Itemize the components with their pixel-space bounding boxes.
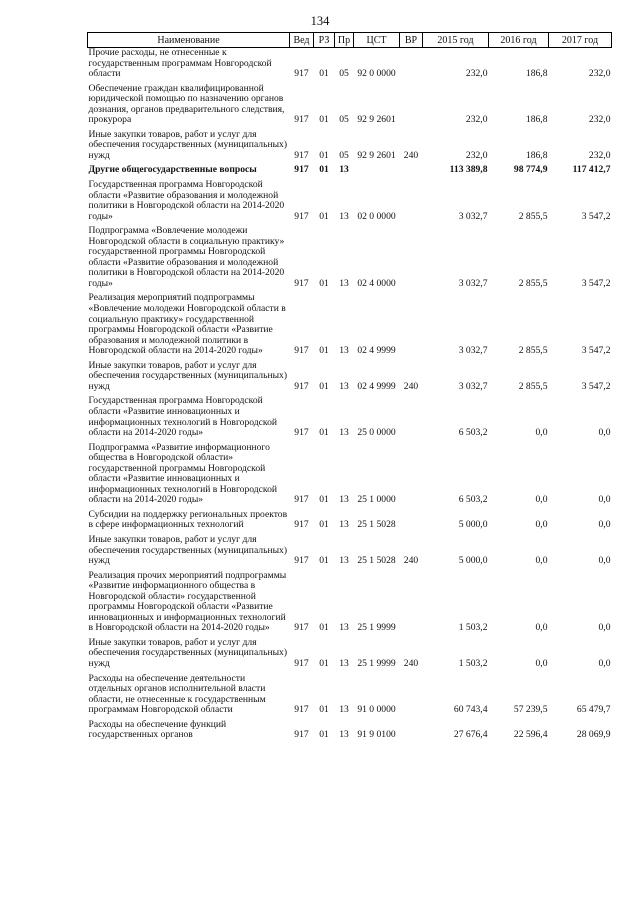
- cell-rz: 01: [319, 114, 329, 126]
- cell-2016: 22 596,4: [513, 729, 548, 741]
- cell-ved: 917: [294, 494, 309, 506]
- cell-ved: 917: [294, 149, 309, 161]
- table-row: [88, 48, 612, 84]
- table-body: [88, 48, 612, 745]
- cell-2016: 0,0: [535, 427, 548, 439]
- cell-name: Обеспечение граждан квалифицированной юридической помощью по назначению органов дознания, органов предварительного следствия, прокурора: [88, 82, 285, 126]
- cell-rz: 01: [319, 427, 329, 439]
- cell-2016: 2 855,5: [518, 345, 548, 357]
- cell-cst: [354, 165, 400, 180]
- cell-2017: 0,0: [598, 427, 611, 439]
- cell-name: Иные закупки товаров, работ и услуг для обеспечения государственных (муниципальных) нужд: [88, 533, 288, 567]
- cell-2015: 3 032,7: [458, 380, 488, 392]
- cell-2016: 186,8: [525, 114, 548, 126]
- page-number: 134: [310, 14, 330, 28]
- table-row: [88, 361, 612, 397]
- table-row: [88, 165, 612, 180]
- cell-2017: 0,0: [598, 555, 611, 567]
- cell-ved: 917: [294, 657, 309, 669]
- cell-name: Расходы на обеспечение функций государственных органов: [88, 718, 227, 741]
- cell-ved: 917: [294, 729, 309, 741]
- cell-2016: 186,8: [525, 68, 548, 80]
- table-row: [88, 720, 612, 745]
- cell-ved: 917: [294, 555, 309, 567]
- cell-vr: [400, 180, 423, 226]
- cell-name: Подпрограмма «Развитие информационного общества в Новгородской области» государственной программы Новгородской области «Развитие инновационных и информационных технологий в Новгородской области на 2014-2020 годы»: [88, 441, 278, 506]
- cell-2017: 3 547,2: [581, 345, 611, 357]
- cell-2017: 232,0: [588, 149, 611, 161]
- cell-rz: 01: [319, 164, 329, 176]
- cell-vr: [400, 720, 423, 745]
- cell-2016: 0,0: [535, 622, 548, 634]
- cell-2015: 5 000,0: [458, 555, 488, 567]
- cell-name: Иные закупки товаров, работ и услуг для обеспечения государственных (муниципальных) нужд: [88, 359, 288, 392]
- cell-cst: 25 1 5028: [357, 519, 396, 531]
- cell-cst: 91 0 0000: [357, 704, 396, 716]
- cell-2017: 0,0: [598, 519, 611, 531]
- column-header-ved: Вед: [290, 33, 314, 48]
- cell-name: Субсидии на поддержку региональных проектов в сфере информационных технологий: [88, 508, 288, 531]
- cell-2015: 232,0: [465, 68, 488, 80]
- cell-vr: 240: [403, 380, 419, 392]
- cell-cst: 25 1 0000: [357, 494, 396, 506]
- cell-vr: [400, 674, 423, 720]
- cell-rz: 01: [319, 704, 329, 716]
- cell-pr: 13: [339, 380, 349, 392]
- table-row: [88, 638, 612, 674]
- cell-rz: 01: [319, 380, 329, 392]
- table-row: [88, 571, 612, 638]
- cell-2015: 6 503,2: [458, 494, 488, 506]
- cell-rz: 01: [319, 729, 329, 741]
- cell-ved: 917: [294, 210, 309, 222]
- cell-rz: 01: [319, 210, 329, 222]
- cell-pr: 13: [339, 494, 349, 506]
- cell-2015: 113 389,8: [449, 164, 488, 176]
- cell-pr: 05: [339, 149, 349, 161]
- cell-pr: 13: [339, 519, 349, 531]
- cell-vr: [400, 293, 423, 360]
- cell-2015: 60 743,4: [453, 704, 488, 716]
- cell-pr: 05: [339, 114, 349, 126]
- cell-rz: 01: [319, 657, 329, 669]
- cell-2015: 5 000,0: [458, 519, 488, 531]
- cell-ved: 917: [294, 345, 309, 357]
- cell-vr: [400, 48, 423, 84]
- cell-rz: 01: [319, 555, 329, 567]
- table-row: [88, 443, 612, 510]
- cell-cst: 02 4 0000: [357, 277, 396, 289]
- cell-2016: 57 239,5: [513, 704, 548, 716]
- cell-rz: 01: [319, 345, 329, 357]
- cell-2017: 3 547,2: [581, 277, 611, 289]
- column-header-pr: Пр: [335, 33, 354, 48]
- cell-2017: 3 547,2: [581, 210, 611, 222]
- cell-cst: 25 0 0000: [357, 427, 396, 439]
- cell-name: Реализация прочих мероприятий подпрограммы «Развитие информационного общества в Новгородской области» государственной программы Новгородской области «Развитие инновационных и информационных технологий в Новгородской области на 2014-2020 годы»: [88, 569, 287, 634]
- cell-name: Иные закупки товаров, работ и услуг для обеспечения государственных (муниципальных) нужд: [88, 128, 288, 161]
- cell-ved: 917: [294, 114, 309, 126]
- cell-pr: 13: [339, 427, 349, 439]
- column-header-cst: ЦСТ: [354, 33, 400, 48]
- cell-name: Другие общегосударственные вопросы: [88, 164, 257, 176]
- cell-ved: 917: [294, 164, 309, 176]
- cell-cst: 25 1 9999: [357, 657, 396, 669]
- cell-2016: 98 774,9: [513, 164, 548, 176]
- table-row: [88, 510, 612, 535]
- cell-pr: 13: [339, 622, 349, 634]
- cell-rz: 01: [319, 622, 329, 634]
- cell-2015: 1 503,2: [458, 657, 488, 669]
- cell-cst: 02 0 0000: [357, 210, 396, 222]
- table-row: [88, 396, 612, 442]
- cell-2017: 0,0: [598, 657, 611, 669]
- cell-2015: 232,0: [465, 149, 488, 161]
- cell-pr: 13: [339, 164, 349, 176]
- cell-rz: 01: [319, 277, 329, 289]
- cell-vr: [400, 165, 423, 180]
- cell-name: Государственная программа Новгородской области «Развитие инновационных и информационных технологий в Новгородской области на 2014-2020 годы»: [88, 395, 278, 439]
- cell-cst: 91 9 0100: [357, 729, 396, 741]
- column-header-vr: ВР: [400, 33, 423, 48]
- cell-2017: 65 479,7: [576, 704, 611, 716]
- cell-2015: 3 032,7: [458, 210, 488, 222]
- table-row: [88, 293, 612, 360]
- cell-vr: [400, 443, 423, 510]
- cell-name: Прочие расходы, не отнесенные к государственным программам Новгородской области: [88, 47, 272, 80]
- cell-name: Расходы на обеспечение деятельности отдельных органов исполнительной власти области, не отнесенные к государственным программам Новгородской области: [88, 672, 266, 716]
- cell-cst: 92 9 2601: [357, 149, 396, 161]
- cell-2016: 2 855,5: [518, 210, 548, 222]
- column-header-rz: РЗ: [314, 33, 335, 48]
- table-row: [88, 180, 612, 226]
- cell-2016: 2 855,5: [518, 277, 548, 289]
- cell-ved: 917: [294, 277, 309, 289]
- cell-pr: 13: [339, 555, 349, 567]
- cell-cst: 25 1 5028: [357, 555, 396, 567]
- column-header-2016: 2016 год: [489, 33, 549, 48]
- column-header-name: Наименование: [88, 33, 290, 48]
- cell-2015: 6 503,2: [458, 427, 488, 439]
- cell-2016: 0,0: [535, 555, 548, 567]
- cell-2015: 27 676,4: [453, 729, 488, 741]
- cell-2016: 0,0: [535, 657, 548, 669]
- cell-vr: [400, 396, 423, 442]
- cell-2017: 28 069,9: [576, 729, 611, 741]
- cell-rz: 01: [319, 68, 329, 80]
- cell-ved: 917: [294, 704, 309, 716]
- cell-2016: 0,0: [535, 519, 548, 531]
- cell-cst: 02 4 9999: [357, 380, 396, 392]
- cell-2015: 1 503,2: [458, 622, 488, 634]
- cell-ved: 917: [294, 427, 309, 439]
- cell-vr: [400, 510, 423, 535]
- table-row: [88, 535, 612, 571]
- cell-name: Подпрограмма «Вовлечение молодежи Новгородской области в социальную практику» государственной программы Новгородской области «Развитие образования и молодежной политики в Новгородской области на 2014-2020 годы»: [88, 225, 285, 289]
- cell-ved: 917: [294, 622, 309, 634]
- cell-cst: 92 0 0000: [357, 68, 396, 80]
- table-row: [88, 674, 612, 720]
- cell-2016: 2 855,5: [518, 380, 548, 392]
- cell-rz: 01: [319, 494, 329, 506]
- cell-ved: 917: [294, 380, 309, 392]
- cell-vr: [400, 84, 423, 130]
- cell-cst: 92 9 2601: [357, 114, 396, 126]
- table-header-row: [88, 33, 612, 48]
- cell-ved: 917: [294, 68, 309, 80]
- table-row: [88, 226, 612, 293]
- cell-name: Реализация мероприятий подпрограммы «Вовлечение молодежи Новгородской области в социальную практику» государственной программы Новгородской области «Развитие образования и молодежной политики в Новгородской области на 2014-2020 годы»: [88, 292, 286, 357]
- cell-pr: 13: [339, 210, 349, 222]
- cell-2015: 3 032,7: [458, 345, 488, 357]
- cell-name: Государственная программа Новгородской области «Развитие образования и молодежной политики в Новгородской области на 2014-2020 годы»: [88, 179, 285, 222]
- cell-cst: 02 4 9999: [357, 345, 396, 357]
- cell-2016: 0,0: [535, 494, 548, 506]
- cell-2017: 0,0: [598, 494, 611, 506]
- cell-2017: 3 547,2: [581, 380, 611, 392]
- cell-pr: 05: [339, 68, 349, 80]
- cell-cst: 25 1 9999: [357, 622, 396, 634]
- cell-rz: 01: [319, 519, 329, 531]
- cell-pr: 13: [339, 277, 349, 289]
- cell-2015: 3 032,7: [458, 277, 488, 289]
- cell-ved: 917: [294, 519, 309, 531]
- cell-pr: 13: [339, 345, 349, 357]
- cell-vr: 240: [403, 555, 419, 567]
- cell-vr: [400, 571, 423, 638]
- table-row: [88, 130, 612, 166]
- cell-2017: 232,0: [588, 114, 611, 126]
- cell-name: Иные закупки товаров, работ и услуг для обеспечения государственных (муниципальных) нужд: [88, 636, 288, 669]
- cell-pr: 13: [339, 657, 349, 669]
- column-header-2015: 2015 год: [423, 33, 489, 48]
- cell-2017: 232,0: [588, 68, 611, 80]
- budget-table: [87, 32, 612, 745]
- cell-2017: 117 412,7: [572, 164, 611, 176]
- cell-2016: 186,8: [525, 149, 548, 161]
- table-row: [88, 84, 612, 130]
- cell-vr: 240: [403, 657, 419, 669]
- cell-pr: 13: [339, 729, 349, 741]
- column-header-2017: 2017 год: [549, 33, 612, 48]
- cell-2017: 0,0: [598, 622, 611, 634]
- cell-rz: 01: [319, 149, 329, 161]
- cell-pr: 13: [339, 704, 349, 716]
- cell-vr: [400, 226, 423, 293]
- cell-2015: 232,0: [465, 114, 488, 126]
- cell-vr: 240: [403, 149, 419, 161]
